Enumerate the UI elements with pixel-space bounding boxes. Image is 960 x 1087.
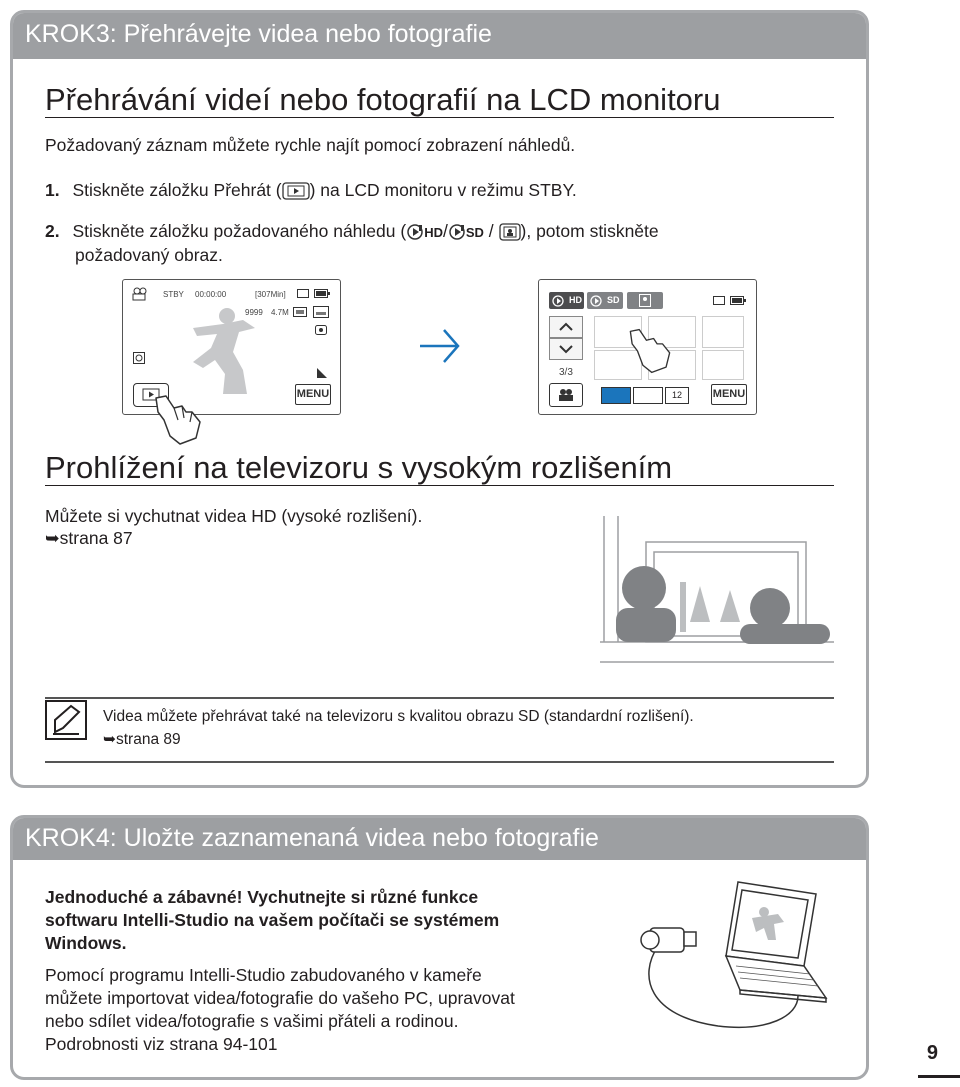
- lcd-stby: STBY: [163, 290, 184, 299]
- thumbnail[interactable]: [702, 350, 744, 380]
- tab-sd-label: SD: [607, 295, 620, 305]
- lcd-size: 4.7M: [271, 308, 289, 317]
- step2-text-a: Stiskněte záložku požadovaného náhledu (: [72, 221, 407, 241]
- battery-icon: [314, 289, 330, 298]
- step2-number: 2.: [45, 221, 60, 241]
- lcd-remaining: [307Min]: [255, 290, 286, 299]
- play-tab-icon: [282, 182, 310, 205]
- thumbnail[interactable]: [702, 316, 744, 348]
- photo-tab-icon: [639, 294, 651, 307]
- mode-icon: [317, 368, 327, 378]
- section2-title: Prohlížení na televizoru s vysokým rozlišením: [45, 450, 673, 485]
- laptop-camcorder-illustration: [628, 876, 828, 1036]
- camera-mode-button[interactable]: [549, 383, 583, 407]
- lcd-right-menu-button[interactable]: MENU: [711, 384, 747, 405]
- page-number-rule: [918, 1075, 960, 1078]
- note-top-rule: [45, 697, 834, 699]
- step1-number: 1.: [45, 180, 60, 200]
- note-icon: [45, 700, 87, 740]
- lcd-thumbnail-screen: [538, 279, 757, 415]
- step4-bold-line: Jednoduché a zábavné! Vychutnejte si různé funkce: [45, 887, 479, 907]
- resolution-icon: [313, 306, 329, 318]
- lcd-left-menu-button[interactable]: MENU: [295, 384, 331, 405]
- section2-ref: ➥strana 87: [45, 528, 133, 548]
- step4-line: nebo sdílet videa/fotografie s vašimi přáteli a rodinou.: [45, 1011, 459, 1031]
- tab-video-sd[interactable]: [587, 292, 623, 309]
- tab-photo[interactable]: [627, 292, 663, 309]
- step3-header: KROK3: Přehrávejte videa nebo fotografie: [13, 13, 866, 59]
- sd-label: SD: [465, 225, 484, 240]
- note-text: Videa můžete přehrávat také na televizoru s kvalitou obrazu SD (standardní rozlišení).: [103, 708, 694, 725]
- view-date-button[interactable]: 12: [665, 387, 689, 404]
- step4-header: KROK4: Uložte zaznamenaná videa nebo fotografie: [13, 818, 866, 860]
- step4-bold-line: softwaru Intelli-Studio na vašem počítači se systémem: [45, 910, 500, 930]
- card-icon-right: [713, 296, 725, 305]
- chevron-down-icon: [550, 339, 582, 359]
- section1-rule: [45, 117, 834, 118]
- battery-icon-right: [730, 296, 746, 305]
- page-indicator: 3/3: [559, 367, 573, 378]
- lcd-time: 00:00:00: [195, 290, 227, 299]
- hd-label: HD: [424, 225, 443, 240]
- video-hd-tab-icon: [552, 294, 566, 308]
- step4-paragraph: [45, 964, 515, 1056]
- step4-bold-line: Windows.: [45, 933, 127, 953]
- step2-text-b: ), potom stiskněte: [520, 221, 659, 241]
- step1-text-a: Stiskněte záložku Přehrát (: [72, 180, 282, 200]
- card-icon: [297, 289, 309, 298]
- video-hd-icon: [406, 223, 424, 246]
- tab-video-hd[interactable]: [549, 292, 584, 309]
- page-number: 9: [926, 1042, 938, 1064]
- chevron-up-icon: [550, 317, 582, 337]
- step4-line: Pomocí programu Intelli-Studio zabudovaného v kameře: [45, 965, 482, 985]
- scroll-down-button[interactable]: [549, 338, 583, 360]
- step4-line: Podrobnosti viz strana 94-101: [45, 1034, 278, 1054]
- step4-bold-text: [45, 886, 499, 955]
- step1: [45, 179, 577, 205]
- quality-icon: [293, 307, 307, 317]
- intro-text: Požadovaný záznam můžete rychle najít pomocí zobrazení náhledů.: [45, 135, 576, 155]
- step2: 2. Stiskněte záložku požadovaného náhledu ( HD/ SD / ), potom stiskněte: [45, 220, 659, 246]
- scroll-up-button[interactable]: [549, 316, 583, 338]
- anti-shake-icon: [315, 325, 327, 335]
- tv-viewing-illustration: [600, 512, 834, 672]
- section2-rule: [45, 485, 834, 486]
- camcorder-icon-right: [550, 384, 582, 406]
- step2-text-c: požadovaný obraz.: [75, 245, 223, 265]
- lcd-count: 9999: [245, 308, 263, 317]
- video-sd-tab-icon: [590, 294, 604, 308]
- skater-silhouette: [183, 298, 263, 398]
- view-grid-20-button[interactable]: [633, 387, 663, 404]
- note-ref: ➥strana 89: [103, 731, 181, 748]
- view-grid-6-button[interactable]: [601, 387, 631, 404]
- video-sd-icon: [448, 223, 466, 246]
- hand-pointer-icon-right: [625, 326, 675, 376]
- step4-line: můžete importovat videa/fotografie do vašeho PC, upravovat: [45, 988, 515, 1008]
- step1-text-b: ) na LCD monitoru v režimu STBY.: [309, 180, 577, 200]
- photo-icon: [499, 223, 521, 246]
- hand-pointer-icon: [150, 392, 206, 448]
- camcorder-icon: [132, 287, 148, 301]
- tab-hd-label: HD: [569, 295, 582, 305]
- arrow-right-icon: [418, 326, 462, 366]
- section2-text: Můžete si vychutnat videa HD (vysoké rozlišení).: [45, 506, 423, 526]
- self-timer-icon: [133, 352, 145, 364]
- section1-title: Přehrávání videí nebo fotografií na LCD monitoru: [45, 82, 721, 117]
- note-bottom-rule: [45, 761, 834, 763]
